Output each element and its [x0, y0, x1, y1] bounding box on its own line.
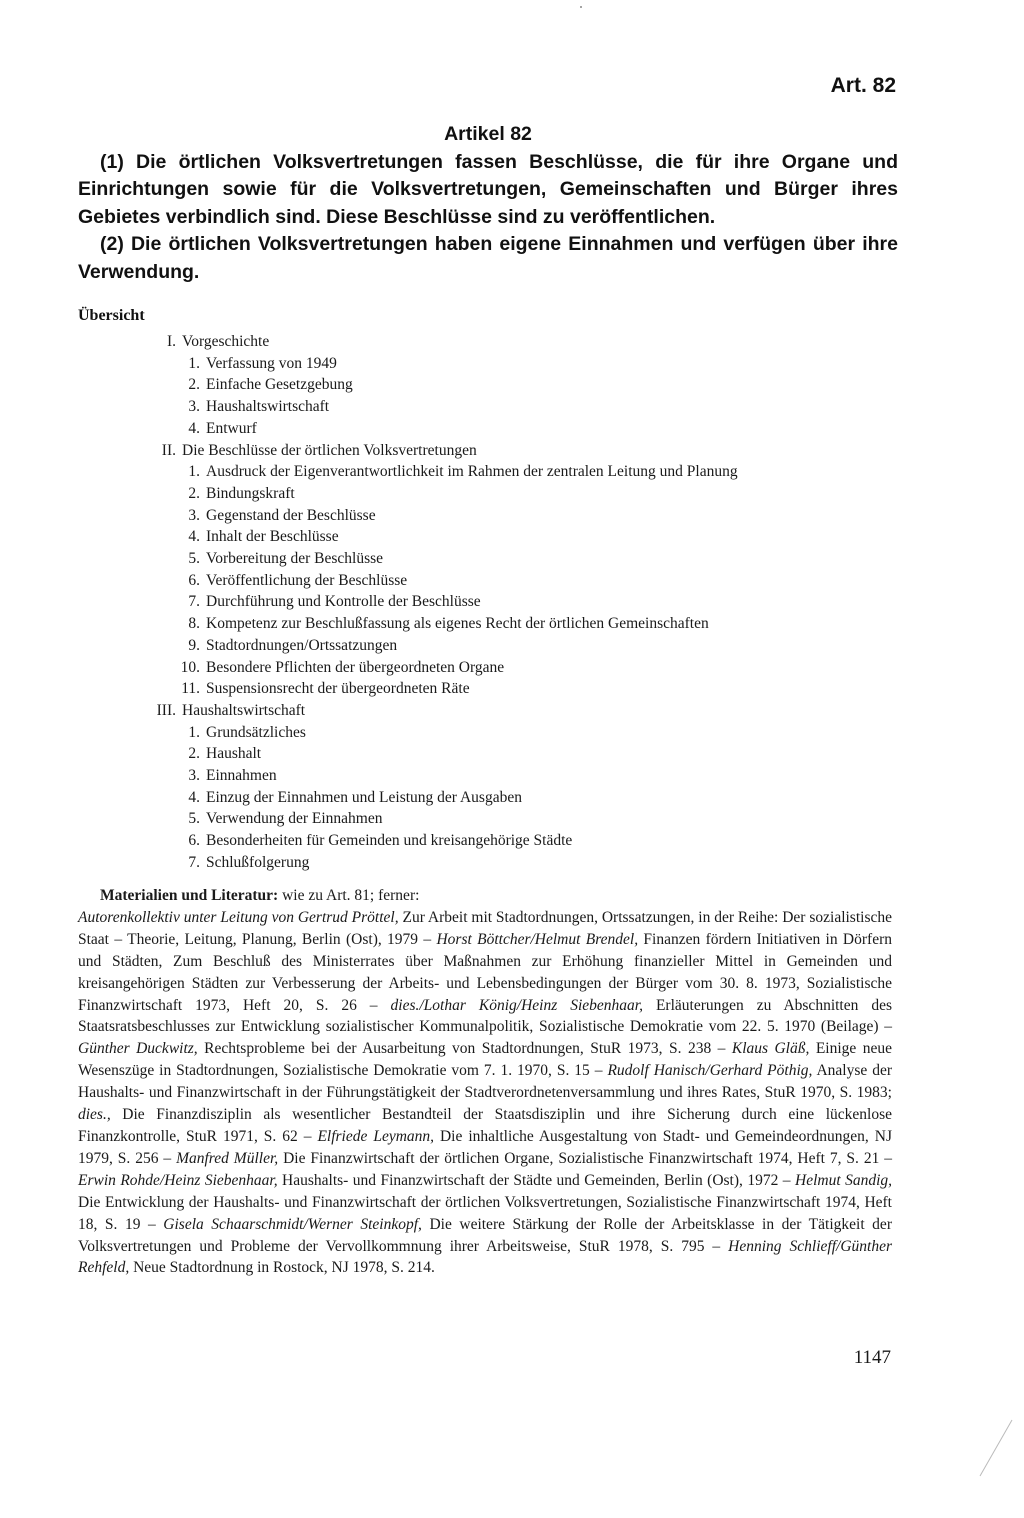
reference-text: Die Finanzdisziplin als wesentlicher Bestandteil der Staatsdisziplin und ihre Sicherung durch eine lückenlose Finanzkontrolle, StuR 1971, S. 62 – — [78, 1106, 892, 1145]
toc-item — [150, 852, 890, 874]
toc-section-number: II. — [161, 441, 176, 459]
toc-item-text: Inhalt der Beschlüsse — [206, 528, 339, 546]
toc-item-text: Haushalt — [206, 745, 262, 763]
toc-section-title: Haushaltswirtschaft — [182, 701, 306, 719]
toc-item-text: Einnahmen — [206, 767, 277, 785]
toc-item — [150, 830, 890, 852]
reference-text: Zur Arbeit mit Stadtordnungen, Ortssatzungen, in der Reihe: Der sozialistische Staat – Theorie, Leitung, Planung, Berlin (Ost), 1979 – — [78, 908, 892, 948]
toc-item-text: Besondere Pflichten der übergeordneten Organe — [206, 658, 505, 676]
toc-item-text: Entwurf — [206, 419, 257, 437]
toc-item-text: Einzug der Einnahmen und Leistung der Ausgaben — [206, 788, 522, 806]
toc-item-number: 3. — [188, 506, 200, 524]
reference-text: Die Finanzwirtschaft der örtlichen Organe, Sozialistische Finanzwirtschaft 1974, Heft 7, S. 21 – — [278, 1149, 892, 1167]
running-header: Art. 82 — [830, 74, 896, 97]
toc-item-text: Gegenstand der Beschlüsse — [206, 506, 376, 524]
toc-item — [150, 678, 890, 700]
article-title: Artikel 82 — [444, 123, 532, 145]
literature-references — [78, 909, 892, 1277]
page-number: 1147 — [853, 1347, 891, 1368]
toc-item-text: Besonderheiten für Gemeinden und kreisangehörige Städte — [206, 832, 573, 850]
toc-item-number: 4. — [188, 528, 200, 546]
toc-item-number: 5. — [188, 550, 200, 568]
toc-item — [150, 526, 890, 548]
article-paragraph-1: (1) Die örtlichen Volksvertretungen fassen Beschlüsse, die für ihre Organe und Einrichtungen sowie für die Volksvertretungen, Gemeinschaften und Bürger ihres Gebietes verbindlich sind. Diese Beschlüsse sind zu veröffentlichen. — [78, 150, 898, 228]
reference-author: Gisela Schaarschmidt/Werner Steinkopf, — [163, 1215, 422, 1233]
literature-label: Materialien und Literatur: — [100, 887, 279, 904]
toc-item-text: Durchführung und Kontrolle der Beschlüsse — [206, 593, 481, 611]
toc-item-text: Schlußfolgerung — [206, 853, 310, 871]
reference-text: Finanzen fördern Initiativen in Dörfern und Städten, Zum Beschluß des Ministerrates über Maßnahmen zur Erhöhung finanzieller Mittel in Gemeinden und kreisangehörigen Städten zur Verbesserung der Arbeits- und Lebensbedingungen der Bürger vom 30. 8. 1973, Sozialistische Finanzwirtschaft 1973, Heft 20, S. 26 – — [78, 930, 892, 1014]
reference-author: Elfriede Leymann, — [317, 1127, 435, 1145]
reference-text: Rechtsprobleme bei der Ausarbeitung von Stadtordnungen, StuR 1973, S. 238 – — [197, 1040, 732, 1058]
toc-item-number: 1. — [188, 463, 200, 481]
toc-item-number: 6. — [188, 571, 200, 589]
toc-item — [150, 787, 890, 809]
table-of-contents — [150, 331, 890, 874]
toc-section-number: III. — [156, 701, 176, 719]
overview-heading: Übersicht — [78, 307, 145, 324]
toc-item-text: Haushaltswirtschaft — [206, 398, 330, 416]
toc-item-text: Grundsätzliches — [206, 723, 306, 741]
toc-item-text: Ausdruck der Eigenverantwortlichkeit im Rahmen der zentralen Leitung und Planung — [206, 463, 738, 481]
reference-author: dies., — [78, 1106, 111, 1124]
toc-item-number: 2. — [188, 484, 200, 502]
reference-text: Erläuterungen zu Abschnitten des Staatsratsbeschlusses zur Entwicklung sozialistischer Kommunalpolitik, Sozialistische Demokratie vom 22. 5. 1970 (Beilage) – — [78, 996, 893, 1036]
reference-author: Günther Duckwitz, — [78, 1040, 198, 1058]
toc-item-number: 10. — [180, 658, 200, 676]
toc-item — [150, 396, 890, 418]
reference-author: Erwin Rohde/Heinz Siebenhaar, — [78, 1171, 278, 1189]
toc-item-text: Veröffentlichung der Beschlüsse — [206, 571, 408, 589]
reference-author: Rudolf Hanisch/Gerhard Pöthig, — [607, 1062, 813, 1080]
scan-speck — [580, 6, 582, 8]
toc-item-number: 7. — [188, 853, 200, 871]
article-text — [78, 121, 898, 286]
toc-section — [150, 331, 890, 353]
reference-author: Autorenkollektiv unter Leitung von Gertrud Pröttel, — [78, 908, 399, 926]
toc-section-number: I. — [166, 333, 176, 350]
toc-item-number: 1. — [188, 723, 200, 741]
reference-author: Helmut Sandig, — [795, 1171, 893, 1189]
toc-item — [150, 461, 890, 483]
toc-item — [150, 591, 890, 613]
toc-item-number: 2. — [188, 376, 200, 394]
toc-item — [150, 765, 890, 787]
toc-item-text: Kompetenz zur Beschlußfassung als eigenes Recht der örtlichen Gemeinschaften — [206, 615, 709, 633]
toc-item — [150, 657, 890, 679]
reference-text: Die weitere Stärkung der Rolle der Arbeitsklasse in der Tätigkeit der Volksvertretungen und Probleme der Vervollkommnung ihrer Arbeitsweise, StuR 1978, S. 795 – — [78, 1215, 892, 1255]
toc-item-text: Suspensionsrecht der übergeordneten Räte — [206, 680, 470, 698]
toc-item-number: 3. — [188, 767, 200, 785]
toc-item — [150, 353, 890, 375]
toc-item-text: Verfassung von 1949 — [206, 354, 337, 372]
reference-author: Horst Böttcher/Helmut Brendel, — [436, 930, 639, 948]
reference-text: Die Entwicklung der Haushalts- und Finanzwirtschaft der örtlichen Volksvertretungen, Sozialistische Finanzwirtschaft 1974, Heft 18, S. 19 – — [78, 1193, 892, 1233]
toc-item-number: 4. — [188, 788, 200, 806]
toc-item — [150, 722, 890, 744]
toc-item-number: 6. — [188, 832, 200, 850]
reference-text: Analyse der Haushalts- und Finanzwirtschaft in der Führungstätigkeit der Stadtverordnetenversammlung und ihres Rates, StuR 1970, S. 1983; — [78, 1062, 892, 1102]
toc-item — [150, 613, 890, 635]
toc-section — [150, 440, 890, 462]
scan-corner-mark — [976, 1418, 1016, 1478]
reference-author: Henning Schlieff/Günther Rehfeld, — [78, 1237, 892, 1277]
toc-item-number: 2. — [188, 745, 200, 763]
toc-item — [150, 505, 890, 527]
toc-item — [150, 483, 890, 505]
toc-item-number: 5. — [188, 810, 200, 828]
toc-item — [150, 548, 890, 570]
toc-item — [150, 743, 890, 765]
reference-text: Haushalts- und Finanzwirtschaft der Städte und Gemeinden, Berlin (Ost), 1972 – — [277, 1171, 795, 1189]
literature-section — [78, 885, 892, 1279]
toc-item — [150, 635, 890, 657]
toc-item-number: 1. — [188, 354, 200, 372]
toc-item-number: 4. — [188, 419, 200, 437]
reference-text: Einige neue Wesenszüge in Stadtordnungen, Sozialistische Demokratie vom 7. 1. 1970, S. 15 – — [78, 1040, 892, 1080]
toc-section-title: Die Beschlüsse der örtlichen Volksvertretungen — [182, 441, 477, 459]
reference-author: Manfred Müller, — [176, 1149, 279, 1167]
toc-item-number: 3. — [188, 398, 200, 416]
toc-item-number: 7. — [188, 593, 200, 611]
toc-item-number: 9. — [188, 636, 200, 654]
toc-section-title: Vorgeschichte — [182, 333, 270, 350]
toc-item — [150, 418, 890, 440]
toc-item-number: 11. — [181, 680, 200, 698]
reference-text: Die inhaltliche Ausgestaltung von Stadt- und Gemeindeordnungen, NJ 1979, S. 256 – — [78, 1127, 892, 1167]
reference-author: Klaus Gläß, — [731, 1040, 810, 1058]
literature-body — [78, 885, 892, 1279]
toc-item-text: Vorbereitung der Beschlüsse — [206, 550, 384, 568]
toc-item-text: Stadtordnungen/Ortssatzungen — [206, 636, 398, 654]
toc-item — [150, 570, 890, 592]
toc-item — [150, 808, 890, 830]
reference-author: dies./Lothar König/Heinz Siebenhaar, — [390, 996, 643, 1014]
toc-section — [150, 700, 890, 722]
toc-item-text: Verwendung der Einnahmen — [206, 810, 383, 828]
toc-item-text: Einfache Gesetzgebung — [206, 376, 353, 394]
reference-text: Neue Stadtordnung in Rostock, NJ 1978, S. 214. — [129, 1259, 435, 1277]
toc-item — [150, 374, 890, 396]
literature-intro: wie zu Art. 81; ferner: — [278, 887, 420, 904]
toc-item-text: Bindungskraft — [206, 484, 295, 502]
toc-item-number: 8. — [188, 615, 200, 633]
article-paragraph-2: (2) Die örtlichen Volksvertretungen haben eigene Einnahmen und verfügen über ihre Verwendung. — [78, 233, 898, 283]
